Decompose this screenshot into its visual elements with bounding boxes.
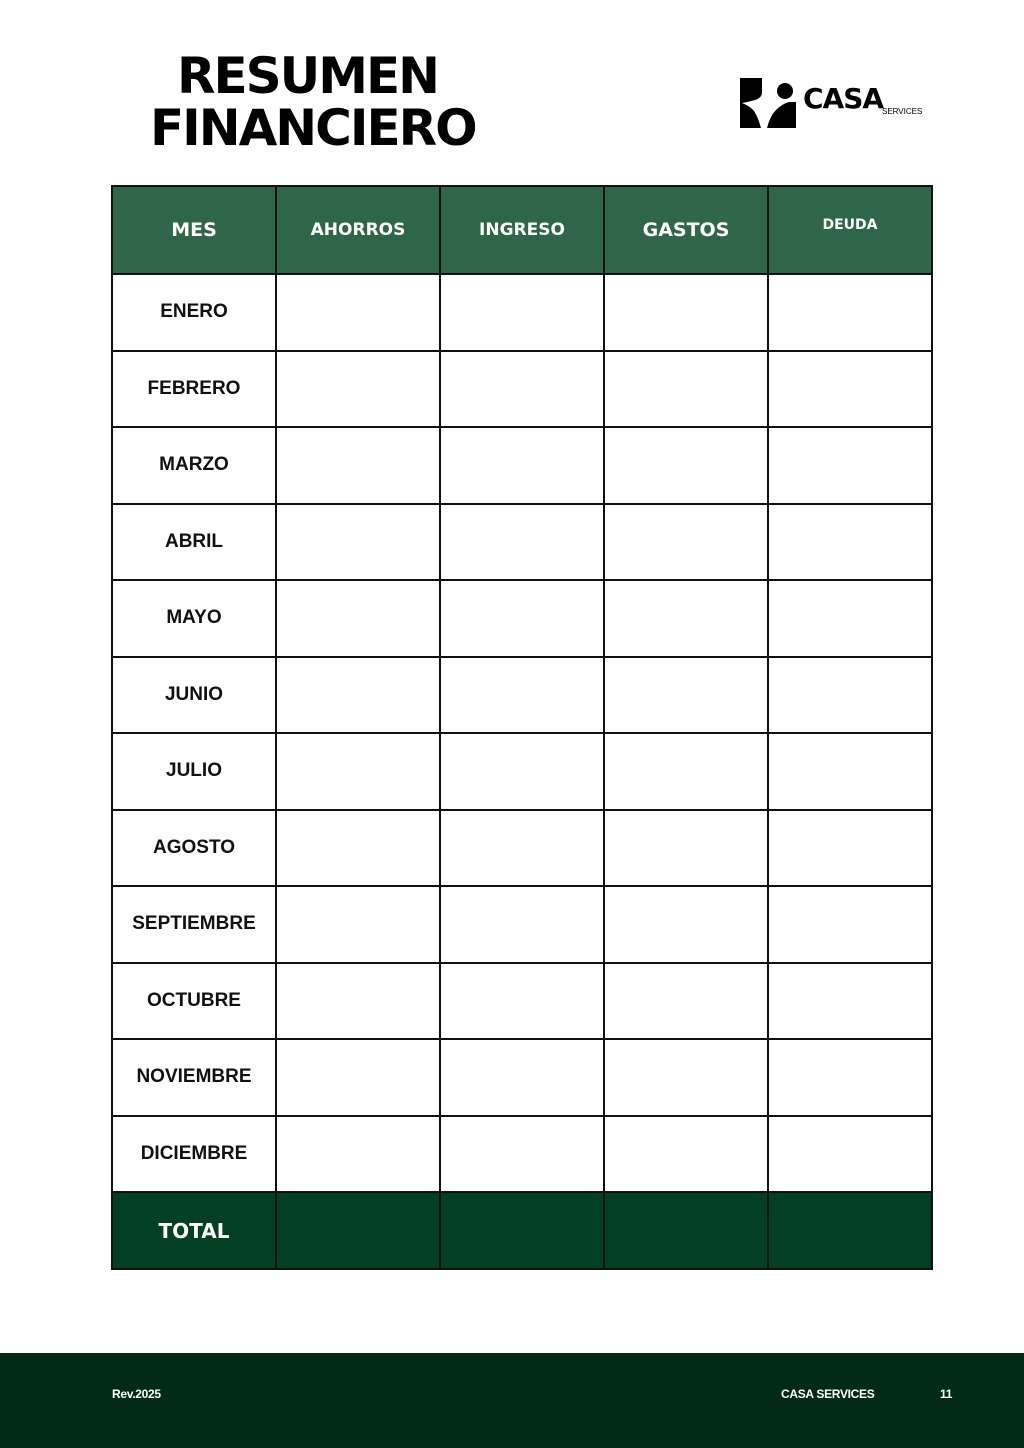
footer-company: CASA SERVICES (781, 1387, 875, 1401)
total-gastos-cell[interactable] (604, 1192, 768, 1269)
ahorros-cell[interactable] (276, 963, 440, 1040)
ingreso-cell[interactable] (440, 580, 604, 657)
month-cell: AGOSTO (112, 810, 276, 887)
gastos-cell[interactable] (604, 657, 768, 734)
gastos-cell[interactable] (604, 1116, 768, 1193)
financial-summary-table (111, 185, 933, 1270)
deuda-cell[interactable] (768, 886, 932, 963)
ahorros-cell[interactable] (276, 1039, 440, 1116)
month-cell: ENERO (112, 274, 276, 351)
deuda-cell[interactable] (768, 657, 932, 734)
page-title-line1: RESUMEN (176, 47, 439, 105)
deuda-cell[interactable] (768, 810, 932, 887)
gastos-cell[interactable] (604, 427, 768, 504)
table-row (112, 504, 932, 581)
ingreso-cell[interactable] (440, 733, 604, 810)
page-footer (0, 1353, 1024, 1448)
ahorros-cell[interactable] (276, 427, 440, 504)
table-header-row (112, 186, 932, 274)
table-row (112, 963, 932, 1040)
logo-subtitle: SERVICES (882, 107, 923, 116)
ahorros-cell[interactable] (276, 580, 440, 657)
total-deuda-cell[interactable] (768, 1192, 932, 1269)
month-cell: NOVIEMBRE (112, 1039, 276, 1116)
table-row (112, 580, 932, 657)
total-ahorros-cell[interactable] (276, 1192, 440, 1269)
table-row (112, 351, 932, 428)
ahorros-cell[interactable] (276, 657, 440, 734)
ahorros-cell[interactable] (276, 274, 440, 351)
table-row (112, 657, 932, 734)
deuda-cell[interactable] (768, 580, 932, 657)
column-header-ingreso: INGRESO (440, 186, 604, 274)
column-header-gastos: GASTOS (604, 186, 768, 274)
ahorros-cell[interactable] (276, 886, 440, 963)
deuda-cell[interactable] (768, 351, 932, 428)
ingreso-cell[interactable] (440, 963, 604, 1040)
logo-name: CASA (803, 82, 884, 115)
table-row (112, 1116, 932, 1193)
table-row (112, 733, 932, 810)
ingreso-cell[interactable] (440, 274, 604, 351)
table-row (112, 810, 932, 887)
gastos-cell[interactable] (604, 351, 768, 428)
total-row (112, 1192, 932, 1269)
ahorros-cell[interactable] (276, 1116, 440, 1193)
gastos-cell[interactable] (604, 886, 768, 963)
footer-page-number: 11 (940, 1387, 953, 1401)
column-header-deuda: DEUDA (768, 186, 932, 274)
deuda-cell[interactable] (768, 1116, 932, 1193)
ingreso-cell[interactable] (440, 1039, 604, 1116)
ingreso-cell[interactable] (440, 427, 604, 504)
gastos-cell[interactable] (604, 504, 768, 581)
month-cell: MAYO (112, 580, 276, 657)
gastos-cell[interactable] (604, 580, 768, 657)
month-cell: OCTUBRE (112, 963, 276, 1040)
casa-logo-icon (740, 78, 796, 128)
deuda-cell[interactable] (768, 1039, 932, 1116)
total-label: TOTAL (112, 1192, 276, 1269)
ingreso-cell[interactable] (440, 504, 604, 581)
table-row (112, 427, 932, 504)
total-ingreso-cell[interactable] (440, 1192, 604, 1269)
month-cell: MARZO (112, 427, 276, 504)
deuda-cell[interactable] (768, 427, 932, 504)
gastos-cell[interactable] (604, 1039, 768, 1116)
page-title (150, 47, 476, 157)
ingreso-cell[interactable] (440, 1116, 604, 1193)
deuda-cell[interactable] (768, 274, 932, 351)
gastos-cell[interactable] (604, 810, 768, 887)
ingreso-cell[interactable] (440, 886, 604, 963)
month-cell: FEBRERO (112, 351, 276, 428)
table-row (112, 274, 932, 351)
gastos-cell[interactable] (604, 963, 768, 1040)
month-cell: JULIO (112, 733, 276, 810)
table-row (112, 1039, 932, 1116)
gastos-cell[interactable] (604, 274, 768, 351)
ahorros-cell[interactable] (276, 810, 440, 887)
ahorros-cell[interactable] (276, 504, 440, 581)
ingreso-cell[interactable] (440, 351, 604, 428)
company-logo (740, 78, 930, 130)
table-row (112, 886, 932, 963)
column-header-mes: MES (112, 186, 276, 274)
footer-revision: Rev.2025 (112, 1387, 161, 1401)
month-cell: JUNIO (112, 657, 276, 734)
page-title-line2: FINANCIERO (150, 99, 476, 157)
gastos-cell[interactable] (604, 733, 768, 810)
deuda-cell[interactable] (768, 504, 932, 581)
deuda-cell[interactable] (768, 733, 932, 810)
month-cell: SEPTIEMBRE (112, 886, 276, 963)
ingreso-cell[interactable] (440, 810, 604, 887)
ingreso-cell[interactable] (440, 657, 604, 734)
deuda-cell[interactable] (768, 963, 932, 1040)
ahorros-cell[interactable] (276, 733, 440, 810)
month-cell: DICIEMBRE (112, 1116, 276, 1193)
ahorros-cell[interactable] (276, 351, 440, 428)
column-header-ahorros: AHORROS (276, 186, 440, 274)
month-cell: ABRIL (112, 504, 276, 581)
